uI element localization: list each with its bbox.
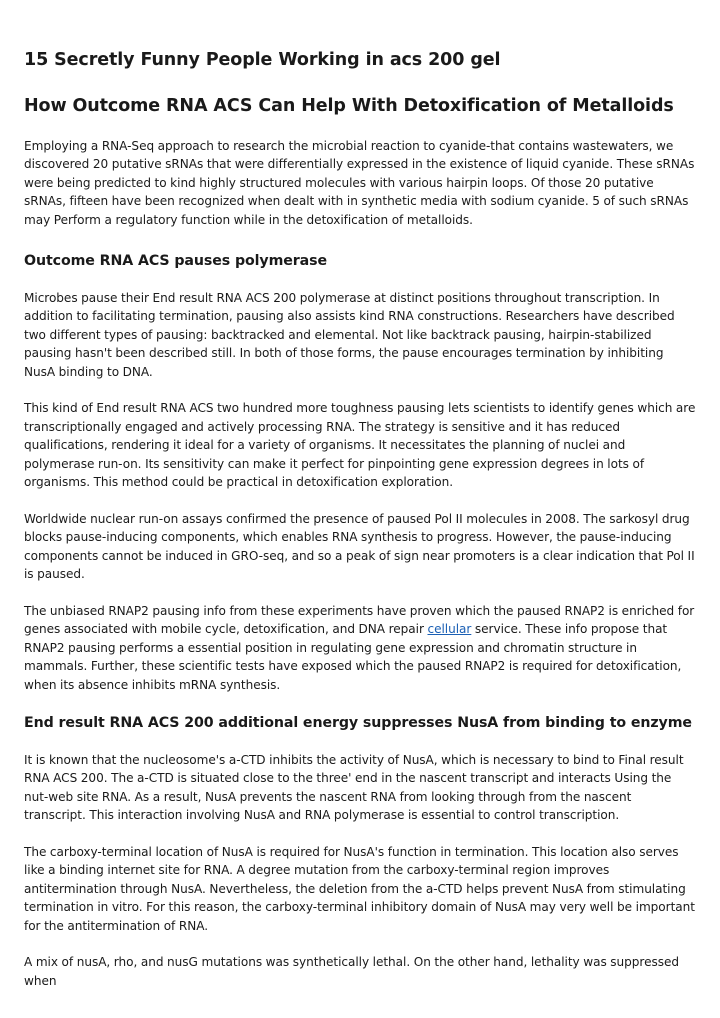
- section1-paragraph-2: This kind of End result RNA ACS two hundred more toughness pausing lets scientists to identify genes which are transcriptionally engaged and actively processing RNA. The strategy is sensitive and it has reduced qualifications, rendering it ideal for a variety of organisms. It necessitates the planning of nuclei and polymerase run-on. Its sensitivity can make it perfect for pinpointing gene expression degrees in lots of organisms. This method could be practical in detoxification exploration.: [24, 401, 696, 490]
- section1-heading: Outcome RNA ACS pauses polymerase: [24, 253, 328, 270]
- section1-paragraph-3: Worldwide nuclear run-on assays confirmed the presence of paused Pol II molecules in 2008. The sarkosyl drug blocks pause-inducing components, which enables RNA synthesis to progress. However, the pause-inducing components cannot be induced in GRO-seq, and so a peak of sign near promoters is a clear indication that Pol II is paused.: [24, 511, 695, 582]
- section1-paragraph-4: [24, 602, 696, 694]
- page-title: 15 Secretly Funny People Working in acs 200 gel: [24, 50, 501, 70]
- cellular-link[interactable]: cellular: [427, 622, 472, 637]
- section2-paragraph-3: A mix of nusA, rho, and nusG mutations was synthetically lethal. On the other hand, lethality was suppressed when: [24, 955, 679, 988]
- intro-paragraph: Employing a RNA-Seq approach to research the microbial reaction to cyanide-that contains wastewaters, we discovered 20 putative sRNAs that were differentially expressed in the existence of liquid cyanide. These sRNAs were being predicted to kind highly structured molecules with various hairpin loops. Of those 20 putative sRNAs, fifteen have been recognized when dealt with in synthetic media with sodium cyanide. 5 of such sRNAs may Perform a regulatory function while in the detoxification of metalloids.: [24, 139, 695, 227]
- section1-paragraph-4-text-before: The unbiased RNAP2 pausing info from these experiments have proven which the paused RNAP2 is enriched for genes associated with mobile cycle, detoxification, and DNA repair: [24, 603, 695, 637]
- article-subtitle: How Outcome RNA ACS Can Help With Detoxification of Metalloids: [24, 96, 674, 116]
- section2-heading: End result RNA ACS 200 additional energy suppresses NusA from binding to enzyme: [24, 714, 692, 731]
- section2-paragraph-1: It is known that the nucleosome's a-CTD inhibits the activity of NusA, which is necessary to bind to Final result RNA ACS 200. The a-CTD is situated close to the three' end in the nascent transcript and interacts Using the nut-web site RNA. As a result, NusA prevents the nascent RNA from looking through from the nascent transcript. This interaction involving NusA and RNA polymerase is essential to control transcription.: [24, 752, 684, 823]
- section1-paragraph-1: Microbes pause their End result RNA ACS 200 polymerase at distinct positions throughout transcription. In addition to facilitating termination, pausing also assists kind RNA constructions. Researchers have described two different types of pausing: backtracked and elemental. Not like backtrack pausing, hairpin-stabilized pausing hasn't been described still. In both of those forms, the pause encourages termination by inhibiting NusA binding to DNA.: [24, 291, 675, 379]
- section2-paragraph-2: The carboxy-terminal location of NusA is required for NusA's function in termination. This location also serves like a binding internet site for RNA. A degree mutation from the carboxy-terminal region improves antitermination through NusA. Nevertheless, the deletion from the a-CTD helps prevent NusA from stimulating termination in vitro. For this reason, the carboxy-terminal inhibitory domain of NusA may very well be important for the antitermination of RNA.: [24, 844, 695, 933]
- section1-paragraph-4-text-after: service. These info propose that RNAP2 pausing performs a essential position in regulating gene expression and chromatin structure in mammals. Further, these scientific tests have exposed which the paused RNAP2 is required for detoxification, when its absence inhibits mRNA synthesis.: [24, 622, 682, 692]
